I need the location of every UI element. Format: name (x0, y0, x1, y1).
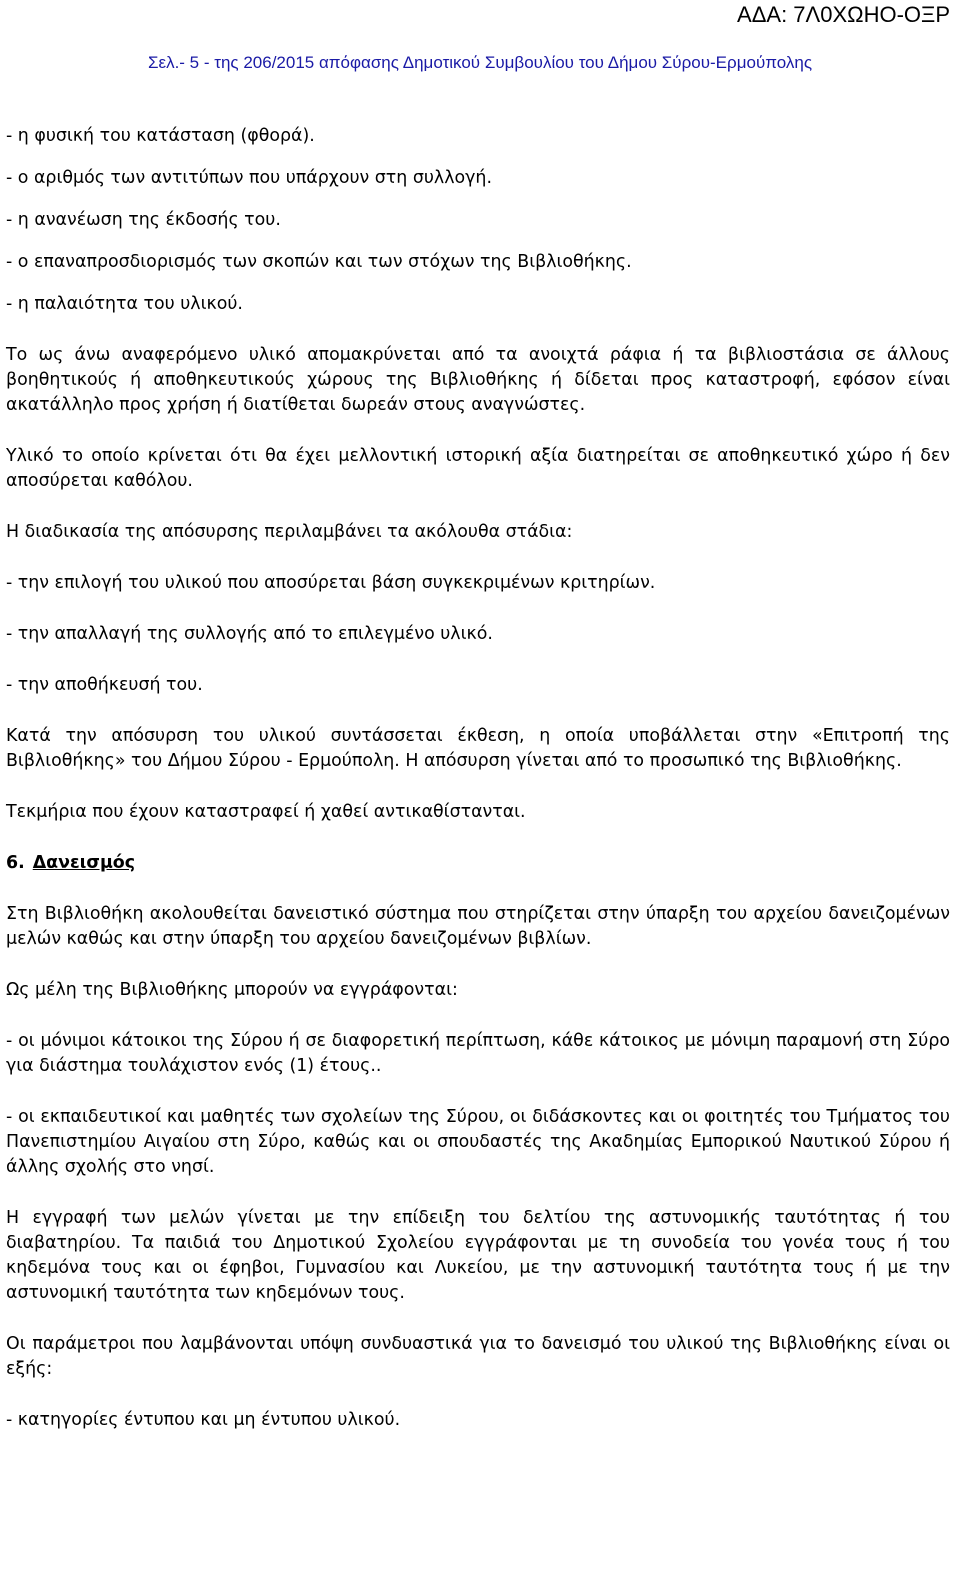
section-title: Δανεισμός (32, 853, 136, 873)
paragraph-replace: Τεκμήρια που έχουν καταστραφεί ή χαθεί αντικαθίστανται. (6, 802, 526, 822)
page-decision-header: Σελ.- 5 - της 206/2015 απόφασης Δημοτικού Συμβουλίου του Δήμου Σύρου-Ερμούπολης (147, 53, 813, 72)
paragraph-process: Η διαδικασία της απόσυρσης περιλαμβάνει τα ακόλουθα στάδια: (6, 522, 573, 542)
paragraph-registration: Η εγγραφή των μελών γίνεται με την επίδειξη του δελτίου της αστυνομικής ταυτότητας ή του διαβατηρίου. Τα παιδιά του Δημοτικού Σχολείου εγγράφονται με τη συνοδεία του γονέα τους ή του κηδεμόνα τους και οι έφηβοι, Γυμνασίου και Λυκείου, με την αστυνομική ταυτότητα τους ή με την αστυνομική ταυτότητα των κηδεμόνων τους. (6, 1208, 950, 1303)
paragraph-members-students: - οι εκπαιδευτικοί και μαθητές των σχολείων της Σύρου, οι διδάσκοντες και οι φοιτητές του Τμήματος του Πανεπιστημίου Αιγαίου στη Σύρο, καθώς και οι σπουδαστές της Ακαδημίας Εμπορικού Ναυτικού Σύρου ή άλλης σχολής στο νησί. (6, 1107, 950, 1177)
stage-item: - την αποθήκευσή του. (6, 675, 203, 695)
criteria-item: - η ανανέωση της έκδοσής του. (6, 210, 281, 230)
paragraph-categories: - κατηγορίες έντυπου και μη έντυπου υλικού. (6, 1410, 401, 1430)
stage-item: - την απαλλαγή της συλλογής από το επιλεγμένο υλικό. (6, 624, 493, 644)
stage-item: - την επιλογή του υλικού που αποσύρεται βάση συγκεκριμένων κριτηρίων. (6, 573, 656, 593)
document-body (6, 124, 950, 1433)
paragraph-report: Κατά την απόσυρση του υλικού συντάσσεται έκθεση, η οποία υποβάλλεται στην «Επιτροπή της Βιβλιοθήκης» του Δήμου Σύρου - Ερμούπολη. Η απόσυρση γίνεται από το προσωπικό της Βιβλιοθήκης. (6, 726, 950, 771)
paragraph-params: Οι παράμετροι που λαμβάνονται υπόψη συνδυαστικά για το δανεισμό του υλικού της Βιβλιοθήκης είναι οι εξής: (6, 1334, 950, 1379)
criteria-item: - ο αριθμός των αντιτύπων που υπάρχουν στη συλλογή. (6, 168, 492, 188)
section-number: 6. (6, 853, 25, 873)
paragraph-members-residents: - οι μόνιμοι κάτοικοι της Σύρου ή σε διαφορετική περίπτωση, κάθε κάτοικος με μόνιμη παραμονή στη Σύρο για διάστημα τουλάχιστον ενός (1) έτους.. (6, 1031, 950, 1076)
ada-code: ΑΔΑ: 7Λ0ΧΩΗΟ-ΟΞΡ (737, 2, 950, 27)
paragraph-removal: Το ως άνω αναφερόμενο υλικό απομακρύνεται από τα ανοιχτά ράφια ή τα βιβλιοστάσια σε άλλους βοηθητικούς ή αποθηκευτικούς χώρους της Βιβλιοθήκης ή δίδεται προς καταστροφή, εφόσον είναι ακατάλληλο προς χρήση ή διατίθεται δωρεάν στους αναγνώστες. (6, 345, 950, 415)
paragraph-lending: Στη Βιβλιοθήκη ακολουθείται δανειστικό σύστημα που στηρίζεται στην ύπαρξη του αρχείου δανειζομένων μελών καθώς και στην ύπαρξη του αρχείου δανειζομένων βιβλίων. (6, 904, 950, 949)
criteria-item: - ο επαναπροσδιορισμός των σκοπών και των στόχων της Βιβλιοθήκης. (6, 252, 632, 272)
paragraph-members-intro: Ως μέλη της Βιβλιοθήκης μπορούν να εγγράφονται: (6, 980, 458, 1000)
criteria-item: - η φυσική του κατάσταση (φθορά). (6, 126, 315, 146)
criteria-item: - η παλαιότητα του υλικού. (6, 294, 243, 314)
paragraph-historic: Υλικό το οποίο κρίνεται ότι θα έχει μελλοντική ιστορική αξία διατηρείται σε αποθηκευτικό χώρο ή δεν αποσύρεται καθόλου. (6, 446, 950, 491)
section-heading (6, 851, 950, 876)
